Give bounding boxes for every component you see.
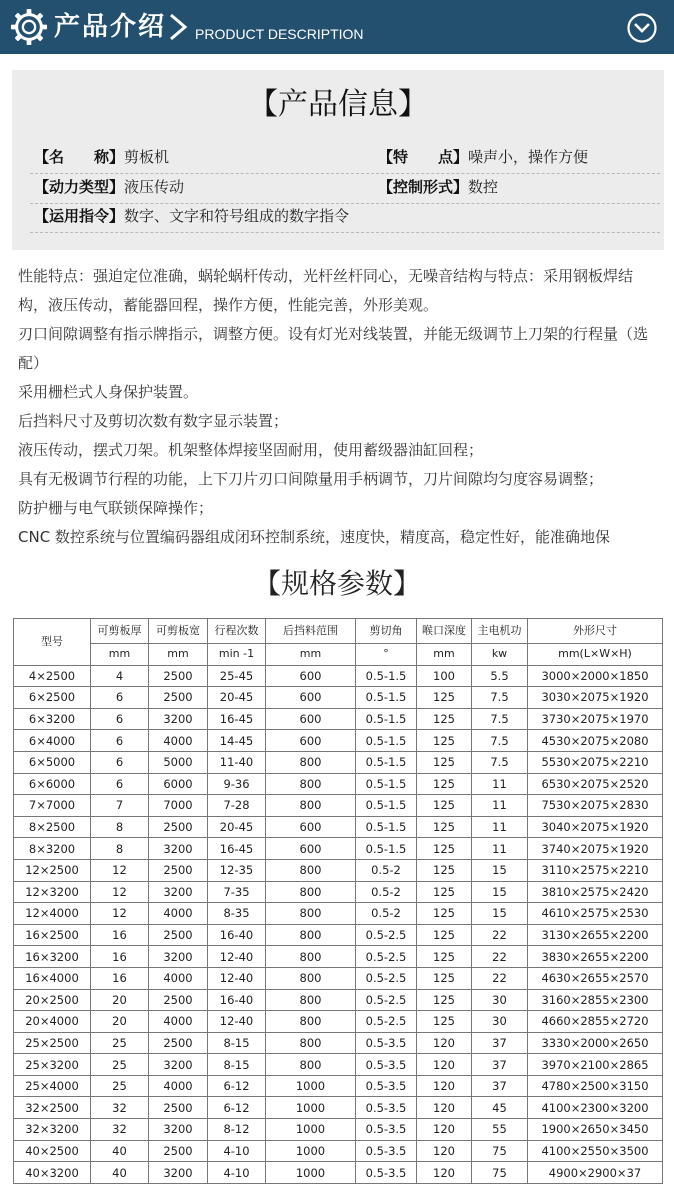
- table-cell: 600: [266, 838, 356, 860]
- table-cell: 2500: [149, 1032, 208, 1054]
- table-cell: 16×4000: [14, 967, 91, 989]
- table-cell: 12-35: [208, 859, 266, 881]
- table-cell: 125: [417, 967, 472, 989]
- table-cell: 0.5-2.5: [356, 946, 417, 968]
- description-paragraph: 性能特点：强迫定位准确，蜗轮蜗杆传动，光杆丝杆同心，无噪音结构与特点：采用钢板焊结构，液压传动，蓄能器回程，操作方便，性能完善，外形美观。: [18, 267, 634, 314]
- info-title: 【产品信息】: [248, 87, 428, 122]
- table-cell: 120: [417, 1140, 472, 1162]
- table-cell: 3160×2855×2300: [528, 989, 663, 1011]
- table-cell: 0.5-1.5: [356, 665, 417, 687]
- spec-table: [13, 618, 663, 1184]
- table-cell: 4000: [149, 903, 208, 925]
- table-cell: 0.5-3.5: [356, 1140, 417, 1162]
- unit-cell: mm: [149, 644, 208, 666]
- table-cell: 0.5-1.5: [356, 773, 417, 795]
- table-row: [14, 1054, 663, 1076]
- table-cell: 125: [417, 708, 472, 730]
- table-cell: 800: [266, 924, 356, 946]
- table-cell: 37: [472, 1032, 528, 1054]
- table-cell: 125: [417, 1011, 472, 1033]
- table-cell: 40: [91, 1140, 149, 1162]
- table-cell: 20-45: [208, 687, 266, 709]
- table-cell: 2500: [149, 687, 208, 709]
- table-row: [14, 967, 663, 989]
- table-cell: 0.5-3.5: [356, 1075, 417, 1097]
- table-cell: 5.5: [472, 665, 528, 687]
- power-value: 液压传动: [124, 178, 185, 196]
- table-cell: 125: [417, 751, 472, 773]
- power-label: 【动力类型】: [34, 178, 125, 196]
- table-cell: 3110×2575×2210: [528, 859, 663, 881]
- feature-value: 噪声小，操作方便: [468, 148, 589, 166]
- table-cell: 125: [417, 924, 472, 946]
- column-header: 型号: [14, 619, 91, 666]
- table-cell: 800: [266, 1032, 356, 1054]
- page-subtitle: PRODUCT DESCRIPTION: [195, 26, 364, 42]
- table-row: [14, 989, 663, 1011]
- table-cell: 6-12: [208, 1097, 266, 1119]
- table-cell: 30: [472, 989, 528, 1011]
- table-cell: 5000: [149, 751, 208, 773]
- table-cell: 125: [417, 838, 472, 860]
- table-cell: 3030×2075×1920: [528, 687, 663, 709]
- table-cell: 600: [266, 665, 356, 687]
- table-cell: 3810×2575×2420: [528, 881, 663, 903]
- table-cell: 12-40: [208, 1011, 266, 1033]
- table-cell: 600: [266, 816, 356, 838]
- table-cell: 12×4000: [14, 903, 91, 925]
- table-cell: 125: [417, 859, 472, 881]
- table-cell: 3330×2000×2650: [528, 1032, 663, 1054]
- table-cell: 16: [91, 967, 149, 989]
- table-cell: 1900×2650×3450: [528, 1119, 663, 1141]
- table-cell: 4000: [149, 730, 208, 752]
- table-cell: 800: [266, 773, 356, 795]
- table-cell: 7.5: [472, 730, 528, 752]
- column-header: 后挡料范围: [266, 619, 356, 644]
- circle-chevron-down-icon[interactable]: [626, 12, 658, 44]
- table-cell: 12-40: [208, 946, 266, 968]
- table-cell: 1000: [266, 1097, 356, 1119]
- table-row: [14, 838, 663, 860]
- table-row: [14, 708, 663, 730]
- table-cell: 7-28: [208, 795, 266, 817]
- table-cell: 6: [91, 687, 149, 709]
- table-cell: 12: [91, 859, 149, 881]
- table-cell: 7530×2075×2830: [528, 795, 663, 817]
- table-cell: 3200: [149, 881, 208, 903]
- column-header: 外形尺寸: [528, 619, 663, 644]
- unit-cell: mm(L×W×H): [528, 644, 663, 666]
- table-cell: 11: [472, 838, 528, 860]
- table-cell: 16-40: [208, 924, 266, 946]
- table-cell: 9-36: [208, 773, 266, 795]
- unit-cell: min -1: [208, 644, 266, 666]
- table-cell: 4780×2500×3150: [528, 1075, 663, 1097]
- name-label: 【名 称】: [34, 148, 125, 166]
- table-cell: 0.5-3.5: [356, 1119, 417, 1141]
- table-cell: 16-45: [208, 708, 266, 730]
- table-cell: 2500: [149, 665, 208, 687]
- table-cell: 0.5-2.5: [356, 989, 417, 1011]
- table-cell: 7.5: [472, 708, 528, 730]
- table-cell: 7: [91, 795, 149, 817]
- table-cell: 6×5000: [14, 751, 91, 773]
- table-cell: 75: [472, 1140, 528, 1162]
- table-row: [14, 1097, 663, 1119]
- table-cell: 100: [417, 665, 472, 687]
- table-cell: 15: [472, 881, 528, 903]
- page-title: 产品介绍: [54, 12, 167, 42]
- table-cell: 6: [91, 751, 149, 773]
- table-cell: 0.5-2: [356, 859, 417, 881]
- table-cell: 4610×2575×2530: [528, 903, 663, 925]
- table-cell: 7.5: [472, 751, 528, 773]
- table-cell: 125: [417, 946, 472, 968]
- table-cell: 0.5-1.5: [356, 816, 417, 838]
- table-cell: 800: [266, 859, 356, 881]
- table-cell: 125: [417, 903, 472, 925]
- table-cell: 6: [91, 730, 149, 752]
- table-cell: 20: [91, 1011, 149, 1033]
- table-cell: 1000: [266, 1119, 356, 1141]
- feature-label: 【特 点】: [378, 148, 469, 166]
- table-row: [14, 773, 663, 795]
- table-cell: 15: [472, 903, 528, 925]
- description-paragraph: 液压传动，摆式刀架。机架整体焊接坚固耐用，使用蓄级器油缸回程；: [18, 441, 484, 459]
- table-cell: 20-45: [208, 816, 266, 838]
- table-cell: 30: [472, 1011, 528, 1033]
- table-cell: 55: [472, 1119, 528, 1141]
- column-header: 可剪板厚: [91, 619, 149, 644]
- table-cell: 125: [417, 989, 472, 1011]
- table-cell: 4900×2900×37: [528, 1162, 663, 1184]
- table-cell: 3730×2075×1970: [528, 708, 663, 730]
- table-cell: 2500: [149, 1140, 208, 1162]
- unit-cell: mm: [266, 644, 356, 666]
- table-row: [14, 730, 663, 752]
- description-paragraph: 后挡料尺寸及剪切次数有数字显示装置；: [18, 412, 289, 430]
- table-cell: 25: [91, 1075, 149, 1097]
- table-cell: 4000: [149, 1011, 208, 1033]
- table-row: [14, 1140, 663, 1162]
- table-cell: 7000: [149, 795, 208, 817]
- table-cell: 0.5-2.5: [356, 967, 417, 989]
- table-cell: 6: [91, 773, 149, 795]
- table-cell: 22: [472, 967, 528, 989]
- table-row: [14, 795, 663, 817]
- table-cell: 25×3200: [14, 1054, 91, 1076]
- description-paragraph: CNC 数控系统与位置编码器组成闭环控制系统，速度快，精度高，稳定性好，能准确地保: [18, 528, 610, 546]
- table-row: [14, 1119, 663, 1141]
- table-cell: 32: [91, 1097, 149, 1119]
- table-cell: 2500: [149, 1097, 208, 1119]
- table-cell: 120: [417, 1054, 472, 1076]
- table-cell: 12×3200: [14, 881, 91, 903]
- table-cell: 800: [266, 989, 356, 1011]
- table-cell: 0.5-1.5: [356, 795, 417, 817]
- table-cell: 8×3200: [14, 838, 91, 860]
- description-paragraph: 防护栅与电气联锁保障操作；: [18, 499, 214, 517]
- gear-icon: [10, 8, 48, 46]
- table-cell: 4-10: [208, 1140, 266, 1162]
- table-cell: 40: [91, 1162, 149, 1184]
- table-cell: 3040×2075×1920: [528, 816, 663, 838]
- table-cell: 3130×2655×2200: [528, 924, 663, 946]
- product-info-box: [12, 70, 664, 250]
- command-label: 【运用指令】: [34, 207, 125, 225]
- table-cell: 4660×2855×2720: [528, 1011, 663, 1033]
- table-units-row: [14, 644, 663, 666]
- table-cell: 16: [91, 946, 149, 968]
- table-cell: 2500: [149, 989, 208, 1011]
- table-row: [14, 946, 663, 968]
- table-cell: 2500: [149, 924, 208, 946]
- table-cell: 125: [417, 816, 472, 838]
- table-cell: 11: [472, 816, 528, 838]
- table-cell: 800: [266, 881, 356, 903]
- table-cell: 8×2500: [14, 816, 91, 838]
- table-cell: 0.5-3.5: [356, 1097, 417, 1119]
- table-cell: 125: [417, 795, 472, 817]
- table-cell: 125: [417, 730, 472, 752]
- unit-cell: mm: [91, 644, 149, 666]
- chevron-right-icon: [167, 12, 189, 42]
- table-cell: 4100×2300×3200: [528, 1097, 663, 1119]
- table-cell: 120: [417, 1119, 472, 1141]
- description-paragraph: 具有无极调节行程的功能，上下刀片刃口间隙量用手柄调节，刀片间隙均匀度容易调整；: [18, 470, 604, 488]
- table-row: [14, 1011, 663, 1033]
- table-cell: 3200: [149, 1054, 208, 1076]
- table-cell: 800: [266, 751, 356, 773]
- table-cell: 8: [91, 816, 149, 838]
- table-cell: 3830×2655×2200: [528, 946, 663, 968]
- table-cell: 16: [91, 924, 149, 946]
- table-cell: 120: [417, 1097, 472, 1119]
- table-cell: 125: [417, 881, 472, 903]
- table-cell: 8-15: [208, 1032, 266, 1054]
- table-cell: 0.5-3.5: [356, 1162, 417, 1184]
- column-header: 主电机功: [472, 619, 528, 644]
- table-cell: 0.5-1.5: [356, 751, 417, 773]
- table-cell: 15: [472, 859, 528, 881]
- table-cell: 75: [472, 1162, 528, 1184]
- table-cell: 4: [91, 665, 149, 687]
- table-cell: 32×2500: [14, 1097, 91, 1119]
- table-cell: 120: [417, 1162, 472, 1184]
- table-cell: 600: [266, 730, 356, 752]
- table-cell: 600: [266, 687, 356, 709]
- divider: [30, 173, 660, 174]
- table-cell: 12×2500: [14, 859, 91, 881]
- table-cell: 4630×2655×2570: [528, 967, 663, 989]
- table-cell: 16×2500: [14, 924, 91, 946]
- table-cell: 6×6000: [14, 773, 91, 795]
- table-cell: 4000: [149, 1075, 208, 1097]
- table-cell: 40×3200: [14, 1162, 91, 1184]
- table-row: [14, 1075, 663, 1097]
- table-cell: 7-35: [208, 881, 266, 903]
- table-cell: 25×4000: [14, 1075, 91, 1097]
- product-description: [18, 262, 662, 552]
- table-cell: 20×4000: [14, 1011, 91, 1033]
- table-cell: 32×3200: [14, 1119, 91, 1141]
- table-cell: 37: [472, 1054, 528, 1076]
- description-paragraph: 采用栅栏式人身保护装置。: [18, 383, 199, 401]
- divider: [30, 232, 660, 233]
- table-cell: 32: [91, 1119, 149, 1141]
- table-cell: 3200: [149, 708, 208, 730]
- table-cell: 1000: [266, 1140, 356, 1162]
- table-row: [14, 665, 663, 687]
- table-cell: 3000×2000×1850: [528, 665, 663, 687]
- table-cell: 16-45: [208, 838, 266, 860]
- table-cell: 3200: [149, 1162, 208, 1184]
- table-cell: 2500: [149, 859, 208, 881]
- table-cell: 800: [266, 903, 356, 925]
- command-value: 数字、文字和符号组成的数字指令: [124, 207, 350, 225]
- table-cell: 25: [91, 1054, 149, 1076]
- table-cell: 40×2500: [14, 1140, 91, 1162]
- section-header: [0, 0, 674, 54]
- table-row: [14, 903, 663, 925]
- table-row: [14, 859, 663, 881]
- table-cell: 125: [417, 687, 472, 709]
- unit-cell: kw: [472, 644, 528, 666]
- info-name-row: [34, 146, 169, 168]
- table-cell: 0.5-1.5: [356, 708, 417, 730]
- table-cell: 0.5-3.5: [356, 1054, 417, 1076]
- column-header: 喉口深度: [417, 619, 472, 644]
- control-value: 数控: [468, 178, 499, 196]
- info-control-row: [378, 176, 498, 198]
- table-cell: 7×7000: [14, 795, 91, 817]
- table-cell: 6: [91, 708, 149, 730]
- table-cell: 0.5-3.5: [356, 1032, 417, 1054]
- table-cell: 6×2500: [14, 687, 91, 709]
- table-cell: 3740×2075×1920: [528, 838, 663, 860]
- table-cell: 0.5-1.5: [356, 687, 417, 709]
- table-cell: 8-15: [208, 1054, 266, 1076]
- table-cell: 120: [417, 1032, 472, 1054]
- table-cell: 0.5-2: [356, 903, 417, 925]
- table-cell: 3200: [149, 946, 208, 968]
- table-cell: 25-45: [208, 665, 266, 687]
- table-cell: 37: [472, 1075, 528, 1097]
- table-row: [14, 687, 663, 709]
- table-cell: 0.5-1.5: [356, 838, 417, 860]
- table-cell: 11: [472, 795, 528, 817]
- table-cell: 6530×2075×2520: [528, 773, 663, 795]
- table-cell: 45: [472, 1097, 528, 1119]
- table-cell: 800: [266, 795, 356, 817]
- control-label: 【控制形式】: [378, 178, 469, 196]
- table-cell: 4×2500: [14, 665, 91, 687]
- table-cell: 20×2500: [14, 989, 91, 1011]
- table-cell: 800: [266, 1054, 356, 1076]
- table-cell: 800: [266, 1011, 356, 1033]
- table-row: [14, 816, 663, 838]
- divider: [30, 203, 660, 204]
- table-cell: 25: [91, 1032, 149, 1054]
- table-row: [14, 1032, 663, 1054]
- table-cell: 600: [266, 708, 356, 730]
- table-cell: 12: [91, 903, 149, 925]
- info-feature-row: [378, 146, 588, 168]
- table-cell: 6×3200: [14, 708, 91, 730]
- table-cell: 25×2500: [14, 1032, 91, 1054]
- table-cell: 4530×2075×2080: [528, 730, 663, 752]
- table-row: [14, 1162, 663, 1184]
- table-cell: 3200: [149, 838, 208, 860]
- table-row: [14, 751, 663, 773]
- spec-title: 【规格参数】: [252, 567, 421, 600]
- table-cell: 16×3200: [14, 946, 91, 968]
- table-cell: 6-12: [208, 1075, 266, 1097]
- unit-cell: °: [356, 644, 417, 666]
- table-cell: 0.5-2.5: [356, 924, 417, 946]
- table-cell: 6000: [149, 773, 208, 795]
- table-cell: 11: [472, 773, 528, 795]
- table-row: [14, 924, 663, 946]
- table-cell: 3970×2100×2865: [528, 1054, 663, 1076]
- table-cell: 800: [266, 946, 356, 968]
- table-cell: 3200: [149, 1119, 208, 1141]
- table-cell: 800: [266, 967, 356, 989]
- table-cell: 0.5-2.5: [356, 1011, 417, 1033]
- table-cell: 12: [91, 881, 149, 903]
- table-cell: 0.5-2: [356, 881, 417, 903]
- table-cell: 1000: [266, 1162, 356, 1184]
- description-paragraph: 刃口间隙调整有指示牌指示，调整方便。设有灯光对线装置，并能无级调节上刀架的行程量（选配）: [18, 325, 649, 372]
- table-cell: 120: [417, 1075, 472, 1097]
- column-header: 行程次数: [208, 619, 266, 644]
- info-command-row: [34, 205, 349, 227]
- table-cell: 4100×2550×3500: [528, 1140, 663, 1162]
- table-cell: 11-40: [208, 751, 266, 773]
- table-cell: 22: [472, 946, 528, 968]
- table-cell: 4000: [149, 967, 208, 989]
- table-cell: 22: [472, 924, 528, 946]
- column-header: 剪切角: [356, 619, 417, 644]
- column-header: 可剪板宽: [149, 619, 208, 644]
- table-cell: 12-40: [208, 967, 266, 989]
- info-power-row: [34, 176, 184, 198]
- table-cell: 8-12: [208, 1119, 266, 1141]
- table-cell: 8-35: [208, 903, 266, 925]
- table-cell: 2500: [149, 816, 208, 838]
- table-row: [14, 881, 663, 903]
- table-cell: 4-10: [208, 1162, 266, 1184]
- table-cell: 20: [91, 989, 149, 1011]
- spec-table-body: [14, 665, 663, 1183]
- table-cell: 6×4000: [14, 730, 91, 752]
- table-cell: 8: [91, 838, 149, 860]
- table-cell: 1000: [266, 1075, 356, 1097]
- table-cell: 14-45: [208, 730, 266, 752]
- table-cell: 16-40: [208, 989, 266, 1011]
- unit-cell: mm: [417, 644, 472, 666]
- table-cell: 0.5-1.5: [356, 730, 417, 752]
- table-cell: 7.5: [472, 687, 528, 709]
- table-header-row: [14, 619, 663, 644]
- name-value: 剪板机: [124, 148, 170, 166]
- table-cell: 5530×2075×2210: [528, 751, 663, 773]
- table-cell: 125: [417, 773, 472, 795]
